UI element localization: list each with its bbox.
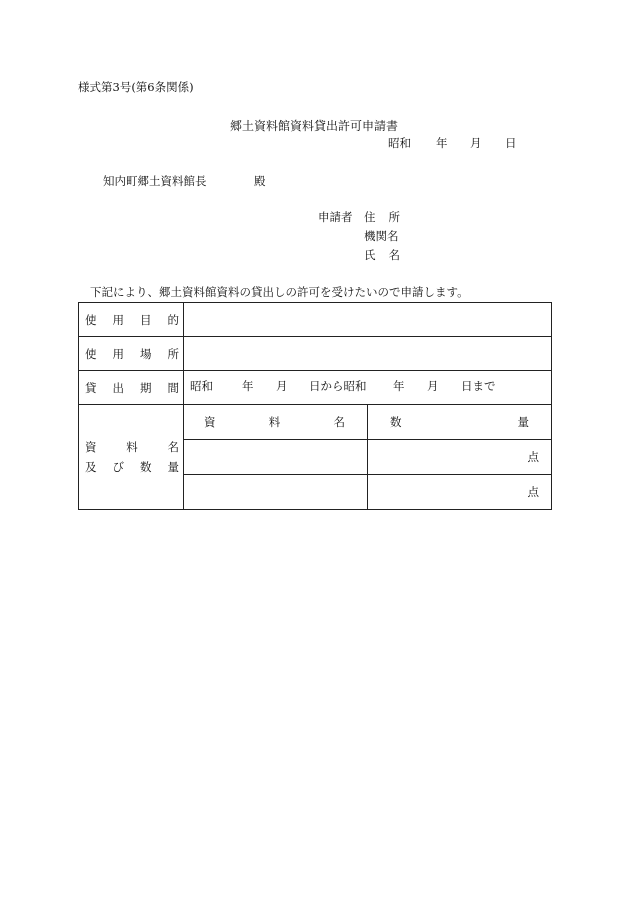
- col-header-quantity: 数 量: [368, 405, 552, 440]
- date-era: 昭和: [388, 136, 411, 150]
- purpose-label: 使 用 目 的: [79, 303, 184, 337]
- place-label: 使 用 場 所: [79, 337, 184, 371]
- form-number: 様式第3号(第6条関係): [78, 80, 194, 94]
- quantity-field-2[interactable]: [368, 475, 552, 510]
- unit-label: 点: [527, 485, 539, 499]
- material-name-field-1[interactable]: [184, 440, 368, 475]
- period-month-1: 月: [276, 378, 288, 393]
- name-label: 氏 名: [364, 248, 400, 262]
- date-month-label: 月: [470, 136, 482, 150]
- page-title: 郷土資料館資料貸出許可申請書: [230, 119, 399, 133]
- col-header-material-name: 資 料 名: [184, 405, 368, 440]
- quantity-field-1[interactable]: [368, 440, 552, 475]
- organization-label: 機関名: [364, 229, 399, 243]
- row-purpose: [79, 303, 552, 337]
- purpose-field[interactable]: [184, 303, 552, 337]
- period-month-2: 月: [427, 378, 439, 393]
- period-year-2: 年: [393, 378, 405, 393]
- date-day-label: 日: [505, 136, 517, 150]
- period-day-1-from: 日から昭和: [309, 378, 367, 393]
- row-place: [79, 337, 552, 371]
- addressee: 知内町郷土資料館長: [103, 174, 207, 188]
- row-items-header: [79, 405, 552, 440]
- unit-label: 点: [527, 450, 539, 464]
- period-label: 貸 出 期 間: [79, 371, 184, 405]
- date-year-label: 年: [436, 136, 448, 150]
- period-year-1: 年: [242, 378, 254, 393]
- place-field[interactable]: [184, 337, 552, 371]
- period-era-1: 昭和: [190, 378, 213, 393]
- items-label: 資 料 名 及 び 数 量: [79, 405, 184, 510]
- address-label: 住 所: [364, 210, 400, 224]
- period-field[interactable]: [184, 371, 552, 405]
- period-day-2-until: 日まで: [461, 378, 496, 393]
- intro-text: 下記により、郷土資料館資料の貸出しの許可を受けたいので申請します。: [90, 285, 469, 299]
- material-name-field-2[interactable]: [184, 475, 368, 510]
- applicant-label: 申請者: [318, 210, 353, 224]
- row-period: [79, 371, 552, 405]
- honorific: 殿: [254, 174, 266, 188]
- application-table: [78, 302, 552, 510]
